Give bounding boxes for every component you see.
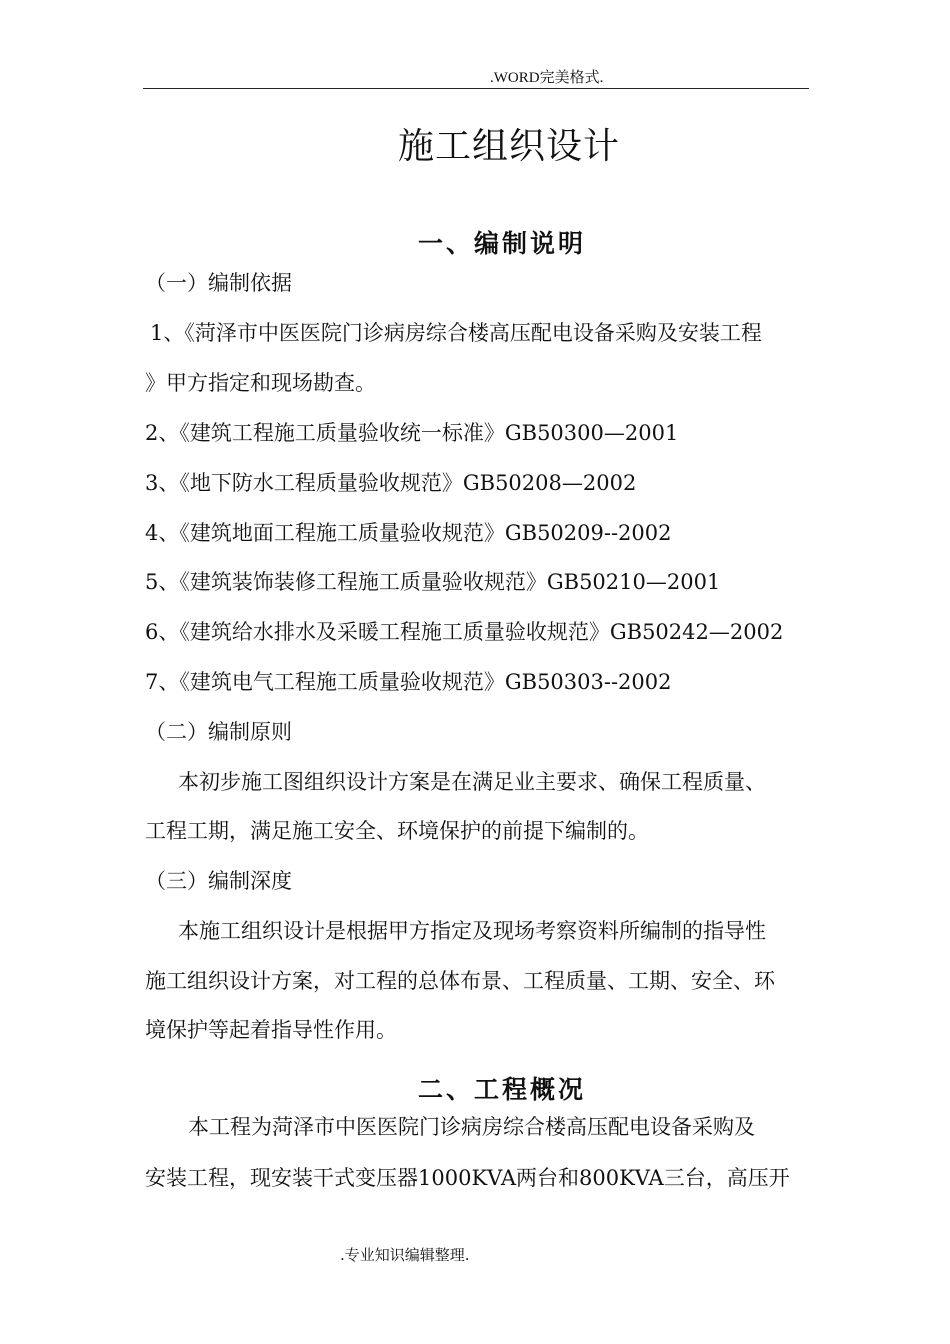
section-heading-2: 二、工程概况 <box>417 1075 586 1104</box>
list-item-2: 2、《建筑工程施工质量验收统一标准》GB50300—2001 <box>145 421 679 445</box>
list-item-1-line-2: 》甲方指定和现场勘查。 <box>145 371 376 395</box>
subheading-basis: （一）编制依据 <box>145 271 292 295</box>
list-item-7: 7、《建筑电气工程施工质量验收规范》GB50303--2002 <box>145 670 672 694</box>
subheading-depth: （三）编制深度 <box>145 869 292 893</box>
principle-paragraph-line-2: 工程工期，满足施工安全、环境保护的前提下编制的。 <box>145 819 649 843</box>
document-title: 施工组织设计 <box>397 126 620 167</box>
subheading-principle: （二）编制原则 <box>145 720 292 744</box>
overview-paragraph-line-1: 本工程为菏泽市中医医院门诊病房综合楼高压配电设备采购及 <box>188 1115 755 1139</box>
list-item-6: 6、《建筑给水排水及采暖工程施工质量验收规范》GB50242—2002 <box>145 620 784 644</box>
section-heading-1: 一、编制说明 <box>417 229 586 258</box>
principle-paragraph-line-1: 本初步施工图组织设计方案是在满足业主要求、确保工程质量、 <box>178 770 766 794</box>
depth-paragraph-line-3: 境保护等起着指导性作用。 <box>145 1018 397 1042</box>
page-footer: .专业知识编辑整理. <box>340 1246 470 1264</box>
list-item-4: 4、《建筑地面工程施工质量验收规范》GB50209--2002 <box>145 521 672 545</box>
page-header: .WORD完美格式. <box>490 70 604 86</box>
depth-paragraph-line-1: 本施工组织设计是根据甲方指定及现场考察资料所编制的指导性 <box>178 919 766 943</box>
list-item-1-line-1: 1、《菏泽市中医医院门诊病房综合楼高压配电设备采购及安装工程 <box>150 321 762 345</box>
list-item-5: 5、《建筑装饰装修工程施工质量验收规范》GB50210—2001 <box>145 570 721 594</box>
header-divider <box>143 88 809 89</box>
depth-paragraph-line-2: 施工组织设计方案，对工程的总体布景、工程质量、工期、安全、环 <box>145 969 775 993</box>
list-item-3: 3、《地下防水工程质量验收规范》GB50208—2002 <box>145 471 637 495</box>
overview-paragraph-line-2: 安装工程，现安装干式变压器1000KVA两台和800KVA三台，高压开 <box>145 1166 790 1190</box>
